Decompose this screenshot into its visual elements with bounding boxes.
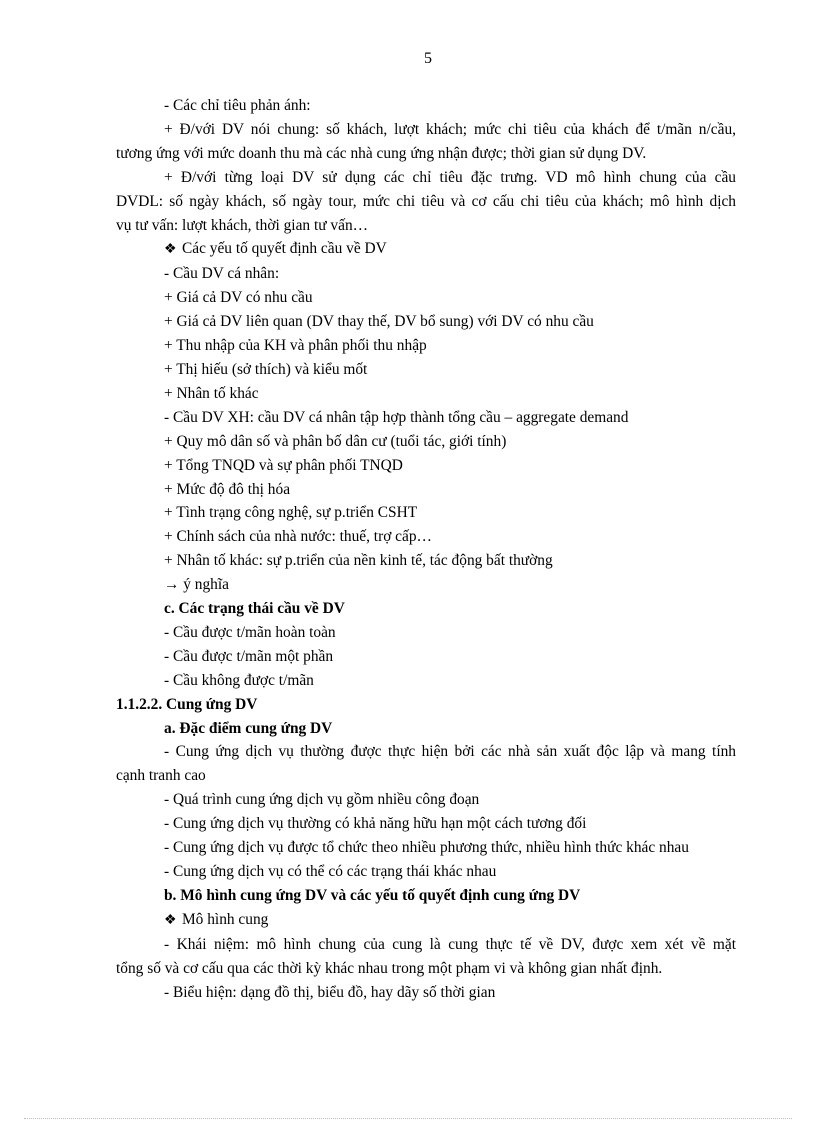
text-line: tương ứng với mức doanh thu mà các nhà cung ứng nhận được; thời gian sử dụng DV. — [116, 144, 647, 162]
text-line: Các yếu tố quyết định cầu về DV — [182, 240, 387, 258]
text-line: - Cầu được t/mãn hoàn toàn — [164, 623, 336, 641]
bullet-line — [116, 237, 736, 262]
text-line: + Nhân tố khác: sự p.triển của nền kinh tế, tác động bất thường — [164, 552, 553, 570]
text-line: - Quá trình cung ứng dịch vụ gồm nhiều công đoạn — [164, 791, 480, 809]
text-line: + Tình trạng công nghệ, sự p.triển CSHT — [164, 504, 418, 522]
text-line: → ý nghĩa — [164, 576, 229, 594]
text-line: + Đ/với DV nói chung: số khách, lượt khách; mức chi tiêu của khách để t/mãn n/cầu, — [164, 120, 736, 138]
text-line: + Thị hiếu (sở thích) và kiểu mốt — [164, 360, 368, 378]
section-heading: b. Mô hình cung ứng DV và các yếu tố quyết định cung ứng DV — [164, 886, 581, 904]
text-line: - Cầu không được t/mãn — [164, 671, 314, 689]
text-line: - Cầu DV XH: cầu DV cá nhân tập hợp thành tổng cầu – aggregate demand — [164, 408, 629, 426]
four-diamond-bullet-icon: ❖ — [164, 912, 177, 928]
text-line: tổng số và cơ cấu qua các thời kỳ khác nhau trong một phạm vi và không gian nhất định. — [116, 959, 663, 977]
text-line: - Cung ứng dịch vụ có thể có các trạng thái khác nhau — [164, 863, 497, 880]
text-line: - Cầu DV cá nhân: — [164, 265, 280, 283]
text-line: - Biểu hiện: dạng đồ thị, biểu đồ, hay dãy số thời gian — [164, 983, 496, 1001]
text-line: + Nhân tố khác — [164, 384, 259, 402]
text-line: + Tổng TNQD và sự phân phối TNQD — [164, 456, 403, 474]
text-line: - Cung ứng dịch vụ thường có khả năng hữu hạn một cách tương đối — [164, 815, 587, 833]
text-line: + Quy mô dân số và phân bố dân cư (tuổi tác, giới tính) — [164, 432, 507, 450]
text-line: + Giá cả DV có nhu cầu — [164, 289, 313, 307]
text-line: + Giá cả DV liên quan (DV thay thế, DV bổ sung) với DV có nhu cầu — [164, 313, 594, 331]
text-line: cạnh tranh cao — [116, 767, 206, 785]
text-line: - Cung ứng dịch vụ thường được thực hiện bởi các nhà sản xuất độc lập và mang tính — [164, 743, 736, 761]
page-bottom-divider — [24, 1118, 792, 1119]
text-line: - Khái niệm: mô hình chung của cung là cung thực tế về DV, được xem xét về mặt — [164, 935, 736, 953]
text-line: - Các chỉ tiêu phản ánh: — [164, 97, 311, 114]
text-line: Mô hình cung — [182, 910, 269, 928]
four-diamond-bullet-icon: ❖ — [164, 242, 177, 258]
text-line: DVDL: số ngày khách, số ngày tour, mức chi tiêu và cơ cấu chi tiêu của khách; mô hình dịch — [116, 192, 736, 210]
section-heading: 1.1.2.2. Cung ứng DV — [116, 695, 258, 713]
text-line: - Cầu được t/mãn một phần — [164, 647, 334, 665]
text-line: + Mức độ đô thị hóa — [164, 480, 291, 498]
section-heading: c. Các trạng thái cầu về DV — [164, 600, 345, 618]
document-body — [116, 94, 736, 1004]
page-number: 5 — [424, 50, 432, 67]
text-line: + Thu nhập của KH và phân phối thu nhập — [164, 337, 427, 355]
bullet-line — [116, 908, 736, 933]
text-line: - Cung ứng dịch vụ được tổ chức theo nhiều phương thức, nhiều hình thức khác nhau — [164, 839, 689, 857]
section-heading: a. Đặc điểm cung ứng DV — [164, 719, 333, 737]
text-line: + Đ/với từng loại DV sử dụng các chỉ tiêu đặc trưng. VD mô hình chung của cầu — [164, 168, 736, 186]
text-line: vụ tư vấn: lượt khách, thời gian tư vấn… — [116, 216, 369, 234]
text-line: + Chính sách của nhà nước: thuế, trợ cấp… — [164, 528, 432, 546]
